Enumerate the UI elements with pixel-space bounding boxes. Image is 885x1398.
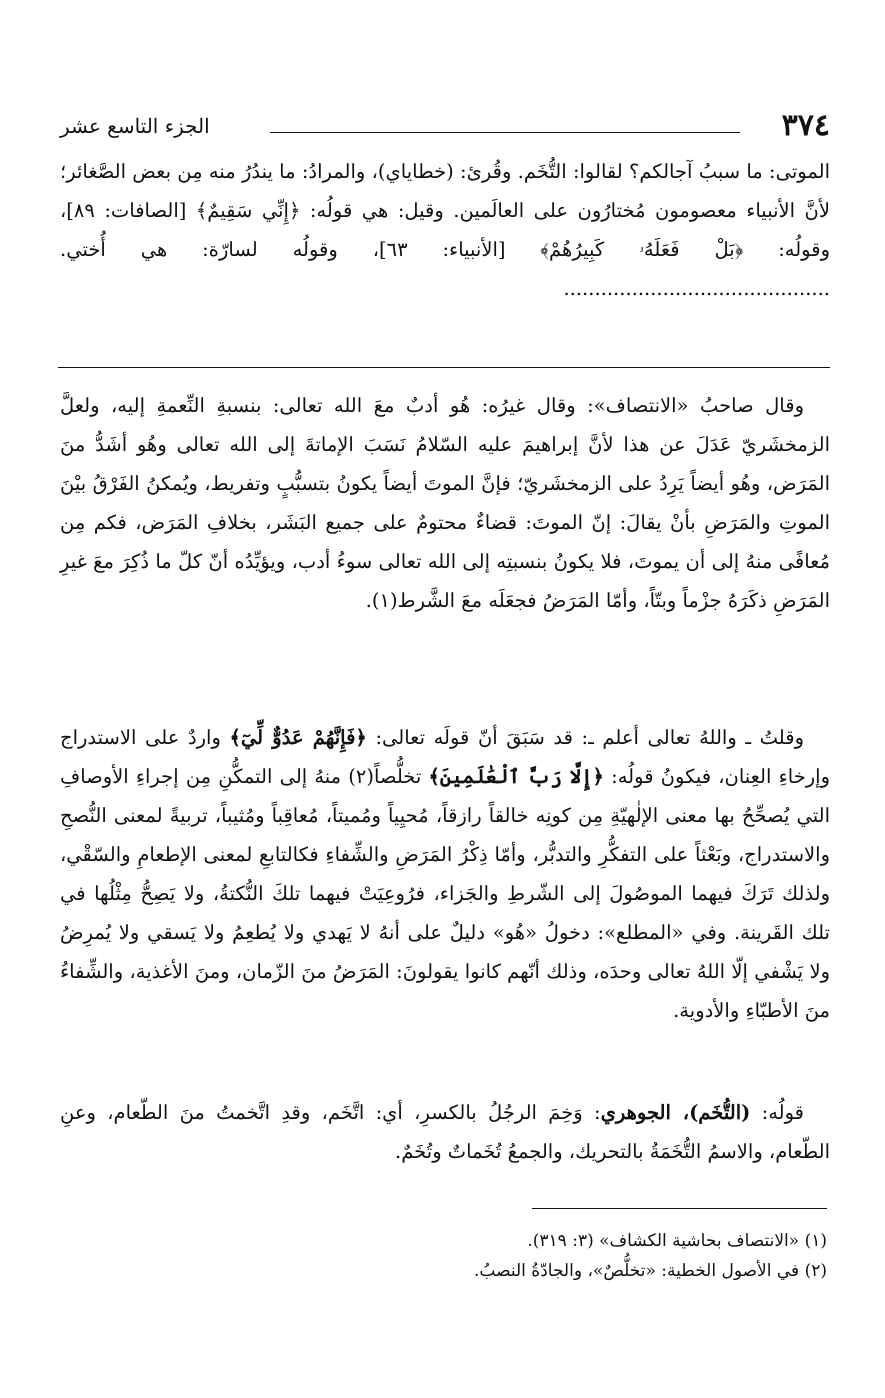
part-title: الجزء التاسع عشر: [60, 114, 210, 138]
commentary-text-2: [60, 718, 830, 1030]
footnote-rule: [532, 1208, 827, 1209]
commentary-paragraph-3: [60, 1093, 830, 1171]
quran-verse: ﴿إِلَّا رَبَّ ٱلْعَٰلَمِينَ﴾: [428, 765, 604, 788]
commentary-2-start: وقلتُ ـ واللهُ تعالى أعلم ـ: قد سَبَقَ أنّ قولَه تعالى:: [366, 726, 804, 749]
quran-verse: ﴿فَإِنَّهُمْ عَدُوٌّ لِّيٓ﴾: [229, 726, 367, 749]
section-divider: [58, 367, 830, 368]
footnote-2: (٢) في الأصول الخطية: «تخلُّصٌ»، والجادّةُ النصبُ.: [474, 1261, 827, 1281]
page-header: [60, 108, 830, 148]
footnotes: [57, 1226, 827, 1286]
commentary-text-3: [60, 1093, 830, 1171]
main-paragraph: الموتى: ما سببُ آجالكم؟ لقالوا: التُّخَم. وقُرئ: (خطاياي)، والمرادُ: ما يندُرُ منه مِن بعض الصَّغائر؛ لأنَّ الأنبياء معصومون مُختارُون على العالَمين. وقيل: هي قولُه: ﴿إِنِّي سَقِيمٌ﴾ [الصافات: ٨٩]، وقولُه: ﴿بَلْ فَعَلَهُۥ كَبِيرُهُمْ﴾ [الأنبياء: ٦٣]، وقولُه لسارّة: هي أُختي. ...........................................: [60, 160, 830, 300]
commentary-3-bold: (التُّخَم)، الجوهري: [600, 1101, 751, 1124]
commentary-2-mid: واردٌ على الاستدراج وإرخاءِ العِنان، فيكونُ قولُه:: [60, 726, 830, 788]
commentary-text-1: وقال صاحبُ «الانتصاف»: وقال غيرُه: هُو أدبٌ معَ الله تعالى: بنسبةِ النِّعمةِ إليه، ولعلَّ الزمخشَريّ عَدَلَ عن هذا لأنَّ إبراهيمَ عليه السّلامُ نَسَبَ الإماتةَ إلى الله تعالى وهُو أشَدُّ منَ المَرَض، وهُو أيضاً يَرِدُ على الزمخشَريّ؛ فإنَّ الموتَ أيضاً يكونُ بتسبُّبٍ وتفريط، ويُمكنُ الفَرْقُ بيْنَ الموتِ والمَرَضِ بأنْ يقالَ: إنّ الموتَ: قضاءٌ محتومٌ على جميع البَشَر، بخلافِ المَرَض، فكم مِن مُعافًى منهُ إلى أن يموتَ، فلا يكونُ بنسبتِه إلى الله تعالى سوءُ أدب، ويؤيِّدُه أنّ كلّ ما ذُكِرَ معَ غيرِ المَرَضِ ذكَرَهُ جزْماً وبتّاً، وأمّا المَرَضُ فجعَلَه معَ الشَّرط(١).: [60, 394, 830, 612]
commentary-2-end: تخلُّصاً(٢) منهُ إلى التمكُّنِ مِن إجراءِ الأوصافِ التي يُصحِّحُ بها معنى الإلٰهيّةِ مِن كونِه خالقاً رازقاً، مُحيِياً ومُميتاً، مُعاقِباً ومُثيباً، تربيةً لمعنى النُّصحِ والاستدراج، وبَعْثاً على التفكُّرِ والتدبُّر، وأمّا ذِكْرُ المَرَضِ والشِّفاءِ فكالتابعِ لمعنى الإطعامِ والسّقْي، ولذلك تَرَكَ فيهما الموصُولَ إلى الشّرطِ والجَزاء، فرُوعِيَتْ فيهما تلكَ النُّكتةُ، ولا يَصِحُّ مِثْلُها في تلك القَرينة. وفي «المطلع»: دخولُ «هُو» دليلٌ على أنهُ لا يَهدي ولا يُطعِمُ ولا يَسقي ولا يُمرِضُ ولا يَشْفي إلّا اللهُ تعالى وحدَه، وذلك أنّهم كانوا يقولونَ: المَرَضُ منَ الزّمان، ومنَ الأغذية، والشِّفاءُ منَ الأطبّاءِ والأدوية.: [60, 765, 830, 1022]
main-text: [60, 152, 830, 308]
page-number: ٣٧٤: [781, 108, 830, 143]
commentary-paragraph-1: [60, 386, 830, 620]
commentary-3-start: قولُه:: [750, 1101, 805, 1124]
header-rule: [270, 132, 740, 133]
footnote-1: (١) «الانتصاف بحاشية الكشاف» (٣: ٣١٩).: [527, 1231, 827, 1251]
commentary-paragraph-2: [60, 718, 830, 1030]
commentary-3-end: : وَخِمَ الرجُلُ بالكسرِ، أي: اتَّخَم، وقدِ اتَّخمتُ منَ الطّعام، وعنِ الطّعام، والاسمُ التُّخَمَةُ بالتحريك، والجمعُ تُخَماتٌ وتُخَمٌ.: [60, 1101, 830, 1163]
